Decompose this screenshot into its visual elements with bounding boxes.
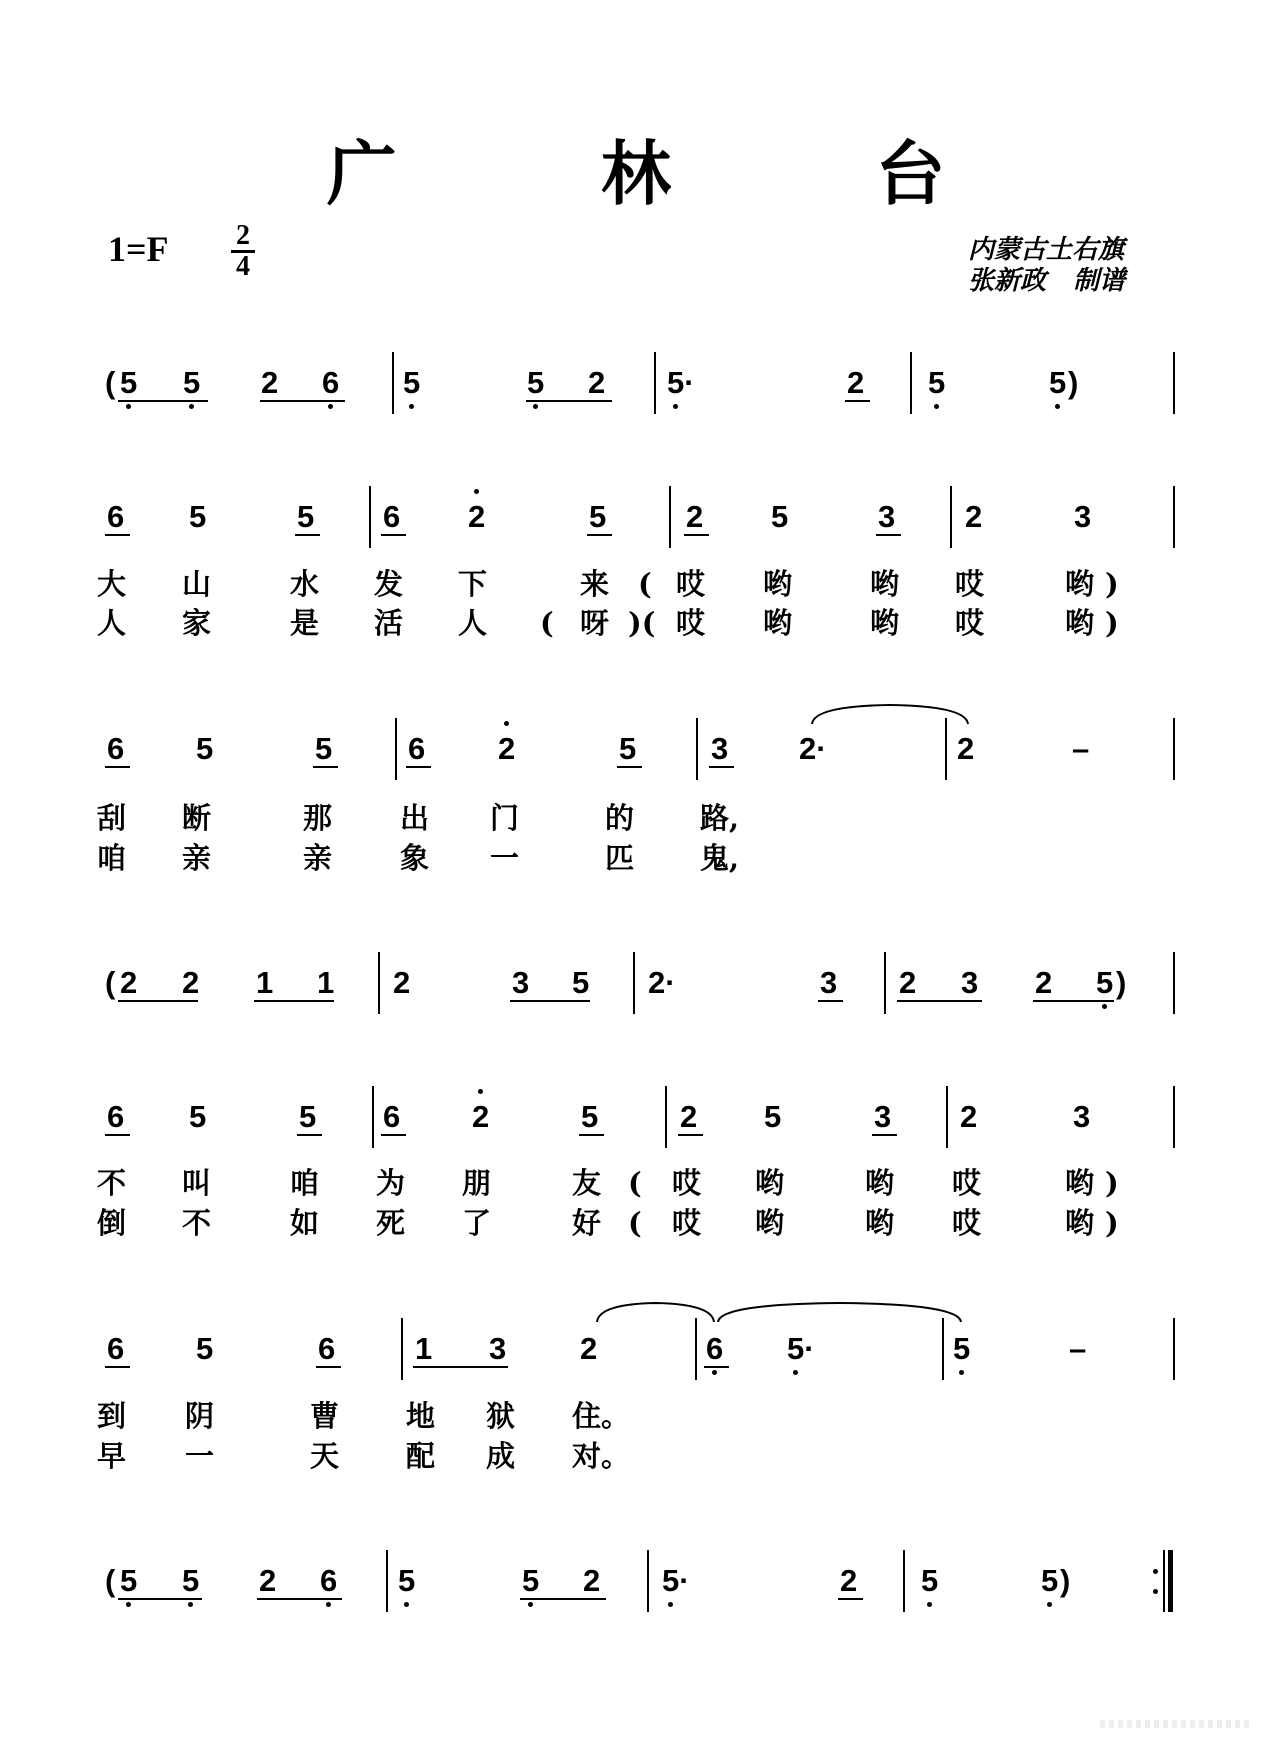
notation-symbol: ( (105, 365, 116, 400)
lyric-syllable: 大 (97, 567, 127, 601)
note: 5 (297, 499, 315, 534)
eighth-underline (105, 534, 130, 536)
notation-symbol: ( (105, 1563, 116, 1598)
lyric-syllable: 为 (376, 1166, 406, 1200)
low-octave-dot (1047, 1602, 1052, 1607)
eighth-underline (316, 1366, 341, 1368)
high-octave-dot (478, 1089, 483, 1094)
note: 5 (953, 1331, 971, 1366)
lyric-syllable: 路, (700, 801, 740, 835)
lyric-syllable: 活 (374, 606, 404, 640)
lyric-syllable: 朋 (462, 1166, 492, 1200)
lyric-syllable: 哟 (763, 606, 793, 640)
note: 6 (107, 1331, 125, 1366)
note: 3 (820, 965, 838, 1000)
eighth-underline (381, 534, 406, 536)
note: 2 (840, 1563, 858, 1598)
note: 5 (1041, 1563, 1059, 1598)
note: 2 (261, 365, 279, 400)
lyric-syllable: 哎 (952, 1166, 982, 1200)
eighth-underline (105, 766, 130, 768)
low-octave-dot (959, 1370, 964, 1375)
lyric-syllable: ) (1105, 1166, 1119, 1200)
note: 5· (667, 365, 695, 400)
low-octave-dot (189, 404, 194, 409)
eighth-underline (579, 1134, 604, 1136)
lyric-syllable: 哟 (1065, 1166, 1095, 1200)
lyric-syllable: ( (628, 1206, 642, 1240)
lyric-syllable: 哎 (676, 606, 706, 640)
lyric-syllable: 出 (400, 801, 430, 835)
lyric-syllable: 好 (572, 1206, 602, 1240)
eighth-underline (295, 534, 320, 536)
notation-symbol: ) (1116, 965, 1127, 1000)
note: 5 (398, 1563, 416, 1598)
high-octave-dot (474, 489, 479, 494)
barline (696, 718, 698, 780)
lyric-syllable: 哟 (870, 567, 900, 601)
eighth-beam (118, 400, 208, 402)
note: 1 (415, 1331, 433, 1366)
low-octave-dot (927, 1602, 932, 1607)
lyric-syllable: 不 (97, 1166, 127, 1200)
barline (1173, 352, 1175, 414)
lyric-syllable: 家 (182, 606, 212, 640)
eighth-underline (684, 534, 709, 536)
barline (665, 1086, 667, 1148)
lyric-syllable: 曹 (310, 1399, 340, 1433)
lyric-syllable: ) (1105, 567, 1119, 601)
note: 3 (512, 965, 530, 1000)
note: 2 (588, 365, 606, 400)
note: 3 (1073, 1099, 1091, 1134)
note: 5· (787, 1331, 815, 1366)
barline (945, 718, 947, 780)
repeat-thick-line (1168, 1550, 1173, 1612)
note: 5 (1049, 365, 1067, 400)
note: 3 (878, 499, 896, 534)
notation-symbol: ( (105, 965, 116, 1000)
lyric-syllable: 到 (97, 1399, 127, 1433)
note: 6 (383, 499, 401, 534)
note: 5 (619, 731, 637, 766)
note: 5 (589, 499, 607, 534)
note: 3 (489, 1331, 507, 1366)
lyric-syllable: 天 (310, 1439, 340, 1473)
note: 6 (320, 1563, 338, 1598)
meter-bottom: 4 (236, 251, 250, 282)
lyric-syllable: 的 (605, 801, 635, 835)
credit-line-1: 内蒙古土右旗 (968, 235, 1125, 265)
note: 1 (256, 965, 274, 1000)
lyric-syllable: 哟 (1065, 1206, 1095, 1240)
repeat-dot (1153, 1569, 1158, 1574)
note: 5 (299, 1099, 317, 1134)
lyric-syllable: 一 (490, 841, 520, 875)
lyric-syllable: 哎 (672, 1206, 702, 1240)
note: 2 (472, 1099, 490, 1134)
corner-watermark (1100, 1720, 1250, 1728)
lyric-syllable: 哟 (865, 1206, 895, 1240)
low-octave-dot (126, 404, 131, 409)
note: 5 (527, 365, 545, 400)
note: 2 (120, 965, 138, 1000)
note: 5 (183, 365, 201, 400)
low-octave-dot (673, 404, 678, 409)
note: 2 (580, 1331, 598, 1366)
eighth-underline (617, 766, 642, 768)
repeat-dot (1153, 1589, 1158, 1594)
note: 2 (899, 965, 917, 1000)
eighth-underline (313, 766, 338, 768)
barline (386, 1550, 388, 1612)
lyric-syllable: 哟 (865, 1166, 895, 1200)
note: 6 (107, 499, 125, 534)
eighth-underline (704, 1366, 729, 1368)
lyric-syllable: )( (628, 606, 656, 640)
note: 2 (847, 365, 865, 400)
lyric-syllable: 象 (400, 841, 430, 875)
lyric-syllable: 配 (406, 1439, 436, 1473)
lyric-syllable: 呀 (580, 606, 610, 640)
note: 6 (383, 1099, 401, 1134)
lyric-syllable: 哎 (952, 1206, 982, 1240)
eighth-beam (118, 1000, 198, 1002)
notation-symbol: – (1072, 731, 1090, 766)
lyric-syllable: 断 (182, 801, 212, 835)
note: 5 (764, 1099, 782, 1134)
lyric-syllable: 一 (185, 1439, 215, 1473)
note: 2 (1035, 965, 1053, 1000)
notation-symbol: ) (1068, 365, 1079, 400)
lyric-syllable: 匹 (605, 841, 635, 875)
lyric-syllable: ( (628, 1166, 642, 1200)
note: 5 (120, 365, 138, 400)
barline (392, 352, 394, 414)
note: 5 (189, 1099, 207, 1134)
barline (946, 1086, 948, 1148)
note: 3 (1074, 499, 1092, 534)
eighth-beam (260, 400, 345, 402)
eighth-underline (876, 534, 901, 536)
high-octave-dot (504, 721, 509, 726)
note: 5 (120, 1563, 138, 1598)
lyric-syllable: ( (540, 606, 554, 640)
lyric-syllable: 狱 (486, 1399, 516, 1433)
eighth-underline (818, 1000, 843, 1002)
low-octave-dot (126, 1602, 131, 1607)
lyric-syllable: 对。 (572, 1439, 631, 1473)
lyric-syllable: 亲 (182, 841, 212, 875)
low-octave-dot (533, 404, 538, 409)
tie-arc (810, 702, 970, 726)
eighth-underline (678, 1134, 703, 1136)
lyric-syllable: 早 (97, 1439, 127, 1473)
tie-arc (595, 1300, 716, 1324)
lyric-syllable: 倒 (97, 1206, 127, 1240)
lyric-syllable: 不 (182, 1206, 212, 1240)
lyric-syllable: 人 (458, 606, 488, 640)
lyric-syllable: 水 (290, 567, 320, 601)
eighth-underline (105, 1366, 130, 1368)
lyric-syllable: 咱 (290, 1166, 320, 1200)
eighth-beam (520, 1598, 606, 1600)
note: 6 (706, 1331, 724, 1366)
barline (395, 718, 397, 780)
eighth-beam (118, 1598, 202, 1600)
note: 5 (189, 499, 207, 534)
lyric-syllable: 下 (458, 567, 488, 601)
lyric-syllable: 住。 (572, 1399, 631, 1433)
meter-top: 2 (236, 220, 250, 251)
barline (942, 1318, 944, 1380)
note: 2 (680, 1099, 698, 1134)
low-octave-dot (934, 404, 939, 409)
low-octave-dot (409, 404, 414, 409)
lyric-syllable: 发 (374, 567, 404, 601)
eighth-underline (406, 766, 431, 768)
note: 2 (583, 1563, 601, 1598)
low-octave-dot (712, 1370, 717, 1375)
eighth-beam (254, 1000, 334, 1002)
barline (1173, 486, 1175, 548)
lyric-syllable: 友 (572, 1166, 602, 1200)
note: 3 (711, 731, 729, 766)
note: 2· (648, 965, 676, 1000)
lyric-syllable: 了 (462, 1206, 492, 1240)
note: 5 (403, 365, 421, 400)
barline (910, 352, 912, 414)
eighth-underline (838, 1598, 863, 1600)
note: 6 (408, 731, 426, 766)
note: 2 (182, 965, 200, 1000)
eighth-beam (413, 1366, 508, 1368)
lyric-syllable: ) (1105, 1206, 1119, 1240)
note: 2 (259, 1563, 277, 1598)
lyric-syllable: 亲 (303, 841, 333, 875)
barline (903, 1550, 905, 1612)
low-octave-dot (1055, 404, 1060, 409)
barline (654, 352, 656, 414)
lyric-syllable: 哎 (672, 1166, 702, 1200)
lyric-syllable: 哟 (755, 1166, 785, 1200)
low-octave-dot (668, 1602, 673, 1607)
barline (633, 952, 635, 1014)
note: 5 (771, 499, 789, 534)
eighth-underline (845, 400, 870, 402)
note: 5· (662, 1563, 690, 1598)
note: 2· (799, 731, 827, 766)
note: 5 (581, 1099, 599, 1134)
lyric-syllable: 那 (303, 801, 333, 835)
eighth-underline (381, 1134, 406, 1136)
lyric-syllable: 哟 (1065, 567, 1095, 601)
note: 5 (315, 731, 333, 766)
eighth-underline (105, 1134, 130, 1136)
note: 3 (874, 1099, 892, 1134)
eighth-beam (510, 1000, 590, 1002)
note: 5 (182, 1563, 200, 1598)
note: 5 (1096, 965, 1114, 1000)
note: 1 (317, 965, 335, 1000)
barline (372, 1086, 374, 1148)
eighth-beam (897, 1000, 982, 1002)
low-octave-dot (188, 1602, 193, 1607)
barline (950, 486, 952, 548)
lyric-syllable: 阴 (185, 1399, 215, 1433)
lyric-syllable: 来 (580, 567, 610, 601)
eighth-beam (526, 400, 612, 402)
note: 2 (498, 731, 516, 766)
page-title: 广 林 台 (326, 132, 1036, 215)
barline (1173, 718, 1175, 780)
lyric-syllable: 哟 (763, 567, 793, 601)
note: 5 (196, 731, 214, 766)
lyric-syllable: 哎 (955, 606, 985, 640)
low-octave-dot (328, 404, 333, 409)
barline (378, 952, 380, 1014)
note: 5 (928, 365, 946, 400)
eighth-beam (1033, 1000, 1114, 1002)
note: 6 (107, 731, 125, 766)
lyric-syllable: 人 (97, 606, 127, 640)
lyric-syllable: 哟 (1065, 606, 1095, 640)
note: 5 (196, 1331, 214, 1366)
note: 3 (961, 965, 979, 1000)
barline (369, 486, 371, 548)
eighth-underline (872, 1134, 897, 1136)
note: 5 (522, 1563, 540, 1598)
barline (1173, 1086, 1175, 1148)
lyric-syllable: 门 (490, 801, 520, 835)
eighth-underline (297, 1134, 322, 1136)
low-octave-dot (1102, 1004, 1107, 1009)
lyric-syllable: 地 (406, 1399, 436, 1433)
note: 2 (686, 499, 704, 534)
lyric-syllable: 哟 (755, 1206, 785, 1240)
lyric-syllable: 成 (486, 1439, 516, 1473)
lyric-syllable: 哎 (955, 567, 985, 601)
note: 2 (393, 965, 411, 1000)
lyric-syllable: 是 (290, 606, 320, 640)
lyric-syllable: 哎 (676, 567, 706, 601)
barline (669, 486, 671, 548)
note: 2 (468, 499, 486, 534)
barline (695, 1318, 697, 1380)
note: 6 (318, 1331, 336, 1366)
lyric-syllable: ( (638, 567, 652, 601)
note: 5 (921, 1563, 939, 1598)
note: 5 (572, 965, 590, 1000)
eighth-underline (587, 534, 612, 536)
notation-symbol: – (1069, 1331, 1087, 1366)
note: 2 (957, 731, 975, 766)
lyric-syllable: ) (1105, 606, 1119, 640)
note: 2 (960, 1099, 978, 1134)
barline (647, 1550, 649, 1612)
barline (1173, 952, 1175, 1014)
lyric-syllable: 山 (182, 567, 212, 601)
low-octave-dot (326, 1602, 331, 1607)
note: 2 (965, 499, 983, 534)
barline (401, 1318, 403, 1380)
eighth-beam (257, 1598, 342, 1600)
key-signature: 1=F (108, 229, 169, 269)
eighth-underline (709, 766, 734, 768)
note: 6 (107, 1099, 125, 1134)
note: 6 (322, 365, 340, 400)
low-octave-dot (528, 1602, 533, 1607)
lyric-syllable: 鬼, (700, 841, 740, 875)
lyric-syllable: 哟 (870, 606, 900, 640)
barline (884, 952, 886, 1014)
lyric-syllable: 叫 (182, 1166, 212, 1200)
repeat-thin-line (1163, 1550, 1165, 1612)
credit-line-2: 张新政 制谱 (968, 266, 1126, 296)
barline (1173, 1318, 1175, 1380)
low-octave-dot (793, 1370, 798, 1375)
lyric-syllable: 如 (290, 1206, 320, 1240)
lyric-syllable: 死 (376, 1206, 406, 1240)
lyric-syllable: 咱 (97, 841, 127, 875)
tie-arc (716, 1300, 963, 1324)
notation-symbol: ) (1060, 1563, 1071, 1598)
low-octave-dot (404, 1602, 409, 1607)
lyric-syllable: 刮 (97, 801, 127, 835)
